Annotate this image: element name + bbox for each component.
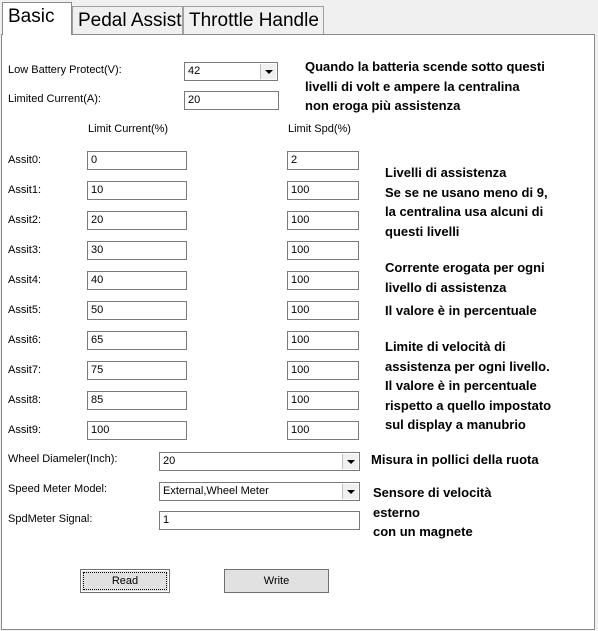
note-line: Quando la batteria scende sotto questi xyxy=(305,59,545,74)
assist9-label: Assit9: xyxy=(8,424,42,436)
assist1-label: Assit1: xyxy=(8,184,42,196)
assist4-current-input[interactable]: 40 xyxy=(87,271,187,290)
write-button[interactable]: Write xyxy=(224,569,329,593)
assist3-spd-input[interactable]: 100 xyxy=(287,241,359,260)
tab-basic[interactable]: Basic xyxy=(2,2,72,35)
assist5-current-input[interactable]: 50 xyxy=(87,301,187,320)
assist6-current-input[interactable]: 65 xyxy=(87,331,187,350)
wheel-diameter-value: 20 xyxy=(163,455,176,467)
wheel-diameter-select[interactable] xyxy=(159,452,360,471)
assist3-current-input[interactable]: 30 xyxy=(87,241,187,260)
note-levels xyxy=(385,163,548,241)
assist5-label: Assit5: xyxy=(8,304,42,316)
assist8-label: Assit8: xyxy=(8,394,42,406)
assist7-label: Assit7: xyxy=(8,364,42,376)
assist6-spd-input[interactable]: 100 xyxy=(287,331,359,350)
note-speed xyxy=(385,337,551,435)
speed-meter-model-label: Speed Meter Model: xyxy=(8,483,108,495)
note-line: Corrente erogata per ogni xyxy=(385,260,545,275)
note-line: Sensore di velocità xyxy=(373,485,492,500)
assist6-label: Assit6: xyxy=(8,334,42,346)
note-sensor xyxy=(373,483,492,542)
assist9-spd-input[interactable]: 100 xyxy=(287,421,359,440)
assist1-current-input[interactable]: 10 xyxy=(87,181,187,200)
assist4-label: Assit4: xyxy=(8,274,42,286)
note-line: livelli di volt e ampere la centralina xyxy=(305,78,520,94)
tab-pedal-assist[interactable]: Pedal Assist xyxy=(72,6,183,34)
low-battery-label: Low Battery Protect(V): xyxy=(8,64,122,76)
chevron-down-icon[interactable] xyxy=(342,484,358,499)
note-line: esterno xyxy=(373,504,420,520)
assist2-current-input[interactable]: 20 xyxy=(87,211,187,230)
note-line: la centralina usa alcuni di xyxy=(385,204,544,219)
speed-meter-model-select[interactable] xyxy=(159,482,360,501)
assist0-label: Assit0: xyxy=(8,154,42,166)
assist4-spd-input[interactable]: 100 xyxy=(287,271,359,290)
assist2-spd-input[interactable]: 100 xyxy=(287,211,359,230)
chevron-down-icon[interactable] xyxy=(342,454,358,469)
note-line: assistenza per ogni livello. xyxy=(385,358,550,374)
note-line: Il valore è in percentuale xyxy=(385,378,537,393)
limit-spd-header: Limit Spd(%) xyxy=(288,123,351,135)
note-battery xyxy=(305,57,545,116)
assist9-current-input[interactable]: 100 xyxy=(87,421,187,440)
wheel-diameter-label: Wheel Diameler(Inch): xyxy=(8,453,118,465)
tab-throttle-handle[interactable]: Throttle Handle xyxy=(183,6,324,34)
note-line: questi livelli xyxy=(385,223,460,239)
speed-meter-model-value: External,Wheel Meter xyxy=(163,485,269,497)
limit-current-header: Limit Current(%) xyxy=(88,123,169,135)
assist3-label: Assit3: xyxy=(8,244,42,256)
low-battery-select[interactable] xyxy=(184,62,278,81)
spdmeter-signal-label: SpdMeter Signal: xyxy=(8,513,93,525)
assist7-current-input[interactable]: 75 xyxy=(87,361,187,380)
note-line: Se se ne usano meno di 9, xyxy=(385,184,548,200)
assist5-spd-input[interactable]: 100 xyxy=(287,301,359,320)
note-line: livello di assistenza xyxy=(385,279,507,295)
note-percent xyxy=(385,301,537,321)
note-line: Livelli di assistenza xyxy=(385,165,507,180)
note-wheel xyxy=(371,450,539,470)
note-line: con un magnete xyxy=(373,524,473,539)
assist8-spd-input[interactable]: 100 xyxy=(287,391,359,410)
note-line: Misura in pollici della ruota xyxy=(371,452,539,467)
note-line: sul display a manubrio xyxy=(385,417,526,432)
note-current xyxy=(385,258,545,297)
assist2-label: Assit2: xyxy=(8,214,42,226)
limited-current-label: Limited Current(A): xyxy=(8,93,101,105)
assist7-spd-input[interactable]: 100 xyxy=(287,361,359,380)
tab-bar xyxy=(0,0,598,35)
low-battery-value: 42 xyxy=(188,65,201,77)
spdmeter-signal-input[interactable]: 1 xyxy=(159,511,360,530)
limited-current-input[interactable]: 20 xyxy=(184,91,279,110)
assist0-current-input[interactable]: 0 xyxy=(87,151,187,170)
chevron-down-icon[interactable] xyxy=(260,64,276,79)
assist8-current-input[interactable]: 85 xyxy=(87,391,187,410)
note-line: non eroga più assistenza xyxy=(305,98,461,113)
note-line: Il valore è in percentuale xyxy=(385,303,537,318)
note-line: rispetto a quello impostato xyxy=(385,397,552,413)
assist0-spd-input[interactable]: 2 xyxy=(287,151,359,170)
assist1-spd-input[interactable]: 100 xyxy=(287,181,359,200)
read-button[interactable]: Read xyxy=(80,569,170,593)
note-line: Limite di velocità di xyxy=(385,339,506,354)
